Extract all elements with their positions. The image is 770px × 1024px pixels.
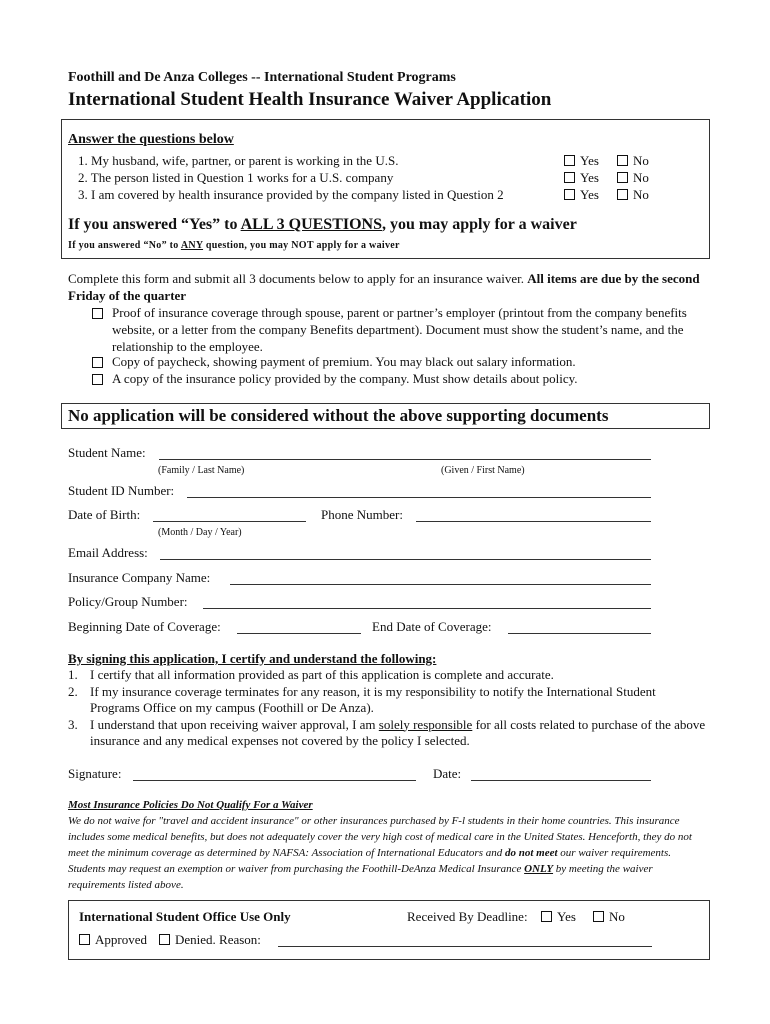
signature-label: Signature: bbox=[68, 766, 122, 781]
checkbox-icon bbox=[593, 911, 604, 922]
question-3: 3. I am covered by health insurance provided by the company listed in Question 2 bbox=[78, 187, 504, 202]
checkbox-icon bbox=[92, 357, 103, 368]
received-by-deadline-label: Received By Deadline: bbox=[407, 909, 528, 924]
dob-label: Date of Birth: bbox=[68, 507, 141, 522]
policy-field[interactable] bbox=[203, 596, 651, 609]
checkbox-icon bbox=[541, 911, 552, 922]
office-use-box bbox=[68, 900, 710, 960]
if-yes-statement: If you answered “Yes” to ALL 3 QUESTIONS, you may apply for a waiver bbox=[68, 216, 577, 233]
if-no-statement: If you answered “No” to ANY question, you may NOT apply for a waiver bbox=[68, 240, 400, 251]
certify-heading: By signing this application, I certify and understand the following: bbox=[68, 651, 437, 666]
student-name-label: Student Name: bbox=[68, 445, 146, 460]
checkbox-icon bbox=[617, 155, 628, 166]
q2-no[interactable]: No bbox=[617, 170, 649, 186]
checkbox-icon bbox=[564, 189, 575, 200]
policy-note-heading: Most Insurance Policies Do Not Qualify For a Waiver bbox=[68, 799, 313, 811]
end-date-field[interactable] bbox=[508, 621, 651, 634]
policy-label: Policy/Group Number: bbox=[68, 594, 188, 609]
office-use-title: International Student Office Use Only bbox=[79, 909, 291, 924]
q3-no[interactable]: No bbox=[617, 187, 649, 203]
dob-field[interactable] bbox=[153, 509, 306, 522]
org-line: Foothill and De Anza Colleges -- International Student Programs bbox=[68, 70, 456, 85]
phone-field[interactable] bbox=[416, 509, 651, 522]
checkbox-icon bbox=[79, 934, 90, 945]
student-name-field[interactable] bbox=[159, 447, 651, 460]
checkbox-icon bbox=[159, 934, 170, 945]
approved-option[interactable]: Approved bbox=[79, 932, 147, 948]
insurer-field[interactable] bbox=[230, 572, 651, 585]
supporting-docs-notice: No application will be considered without the above supporting documents bbox=[61, 403, 710, 429]
denial-reason-field[interactable] bbox=[278, 934, 652, 947]
certify-item-1: 1. I certify that all information provided as part of this application is complete and accurate. bbox=[68, 667, 554, 682]
student-id-label: Student ID Number: bbox=[68, 483, 175, 498]
q2-yes[interactable]: Yes bbox=[564, 170, 599, 186]
signature-field[interactable] bbox=[133, 768, 416, 781]
email-label: Email Address: bbox=[68, 545, 148, 560]
signature-date-field[interactable] bbox=[471, 768, 651, 781]
doc-item-3: A copy of the insurance policy provided by the company. Must show details about policy. bbox=[92, 370, 697, 387]
begin-date-label: Beginning Date of Coverage: bbox=[68, 619, 221, 634]
certify-item-3: 3. I understand that upon receiving waiver approval, I am solely responsible for all costs related to purchase of the above insurance and any medical expenses not covered by the policy I selected. bbox=[68, 716, 706, 748]
page-title: International Student Health Insurance Waiver Application bbox=[68, 89, 552, 110]
given-name-hint: (Given / First Name) bbox=[441, 465, 525, 476]
q1-yes[interactable]: Yes bbox=[564, 153, 599, 169]
signature-date-label: Date: bbox=[433, 766, 462, 781]
doc-item-1: Proof of insurance coverage through spouse, parent or partner’s employer (printout from the company benefits website, or a letter from the company Benefits department). Document must show the student’s name, and the relationship to the employee. bbox=[92, 304, 697, 355]
begin-date-field[interactable] bbox=[237, 621, 361, 634]
checkbox-icon bbox=[617, 189, 628, 200]
certify-list bbox=[68, 667, 708, 750]
policy-note-body: We do not waive for "travel and accident insurance" or other insurances purchased by F-l students in their home countries. This insurance includes some medical benefits, but does not adequately cover the very high cost of medical care in the United States. Henceforth, they do not meet the minimum coverage as determined by NAFSA: Association of International Educators and do not meet our waiver requirements. Students may request an exemption or waiver from purchasing the Foothill-DeAnza Medical Insurance ONLY by meeting the waiver requirements listed above. bbox=[68, 815, 692, 891]
checkbox-icon bbox=[564, 172, 575, 183]
checkbox-icon bbox=[92, 374, 103, 385]
doc-item-2: Copy of paycheck, showing payment of premium. You may black out salary information. bbox=[92, 353, 697, 370]
insurer-label: Insurance Company Name: bbox=[68, 570, 211, 585]
student-id-field[interactable] bbox=[187, 485, 651, 498]
phone-label: Phone Number: bbox=[321, 507, 403, 522]
denied-option[interactable]: Denied. Reason: bbox=[159, 932, 261, 948]
question-1: 1. My husband, wife, partner, or parent is working in the U.S. bbox=[78, 153, 399, 168]
q1-no[interactable]: No bbox=[617, 153, 649, 169]
questions-box bbox=[61, 119, 710, 259]
checkbox-icon bbox=[564, 155, 575, 166]
family-name-hint: (Family / Last Name) bbox=[158, 465, 245, 476]
checkbox-icon bbox=[92, 308, 103, 319]
certify-item-2: 2. If my insurance coverage terminates for any reason, it is my responsibility to notify the International Student Programs Office on my campus (Foothill or De Anza). bbox=[68, 683, 656, 715]
q3-yes[interactable]: Yes bbox=[564, 187, 599, 203]
question-2: 2. The person listed in Question 1 works for a U.S. company bbox=[78, 170, 394, 185]
dob-hint: (Month / Day / Year) bbox=[158, 527, 242, 538]
received-no[interactable]: No bbox=[593, 909, 625, 925]
instructions-intro: Complete this form and submit all 3 documents below to apply for an insurance waiver. All items are due by the second Friday of the quarter bbox=[68, 271, 700, 303]
checkbox-icon bbox=[617, 172, 628, 183]
end-date-label: End Date of Coverage: bbox=[372, 619, 492, 634]
questions-heading: Answer the questions below bbox=[68, 132, 234, 147]
received-yes[interactable]: Yes bbox=[541, 909, 576, 925]
email-field[interactable] bbox=[160, 547, 651, 560]
